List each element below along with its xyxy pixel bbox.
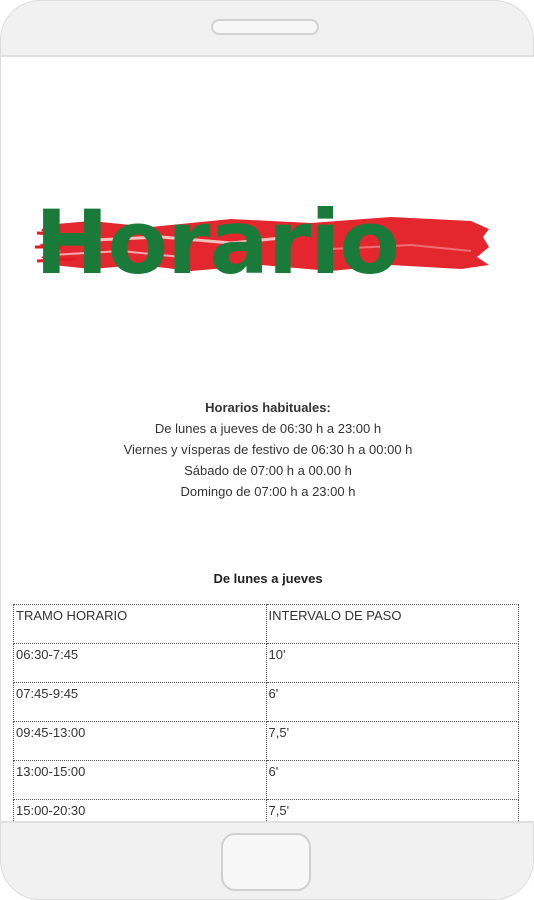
regular-hours — [1, 397, 534, 502]
hours-line: Viernes y vísperas de festivo de 06:30 h a 00:00 h — [123, 442, 413, 457]
banner-title: Horario — [35, 191, 399, 294]
hours-heading: Horarios habituales: — [205, 400, 331, 415]
column-header: INTERVALO DE PASO — [266, 605, 519, 644]
interval-cell: 7,5' — [266, 722, 519, 761]
time-range-cell: 07:45-9:45 — [14, 683, 267, 722]
interval-cell: 6' — [266, 761, 519, 800]
table-row — [14, 644, 519, 683]
interval-cell: 7,5' — [266, 800, 519, 824]
hours-line: De lunes a jueves de 06:30 h a 23:00 h — [154, 421, 382, 436]
hours-line: Sábado de 07:00 h a 00.00 h — [184, 463, 352, 478]
time-range-cell: 09:45-13:00 — [14, 722, 267, 761]
time-range-cell: 13:00-15:00 — [14, 761, 267, 800]
horario-banner — [31, 137, 501, 294]
time-range-cell: 06:30-7:45 — [14, 644, 267, 683]
home-button[interactable] — [221, 833, 311, 891]
time-range-cell: 15:00-20:30 — [14, 800, 267, 824]
screen[interactable] — [1, 55, 534, 823]
table-row — [14, 761, 519, 800]
interval-cell: 10' — [266, 644, 519, 683]
table-row — [14, 800, 519, 824]
schedule-table — [13, 604, 519, 823]
table-header-row — [14, 605, 519, 644]
speaker-slot — [211, 19, 319, 35]
interval-cell: 6' — [266, 683, 519, 722]
schedule-title: De lunes a jueves — [213, 571, 323, 586]
table-row — [14, 683, 519, 722]
column-header: TRAMO HORARIO — [14, 605, 267, 644]
hours-line: Domingo de 07:00 h a 23:00 h — [180, 484, 356, 499]
table-row — [14, 722, 519, 761]
